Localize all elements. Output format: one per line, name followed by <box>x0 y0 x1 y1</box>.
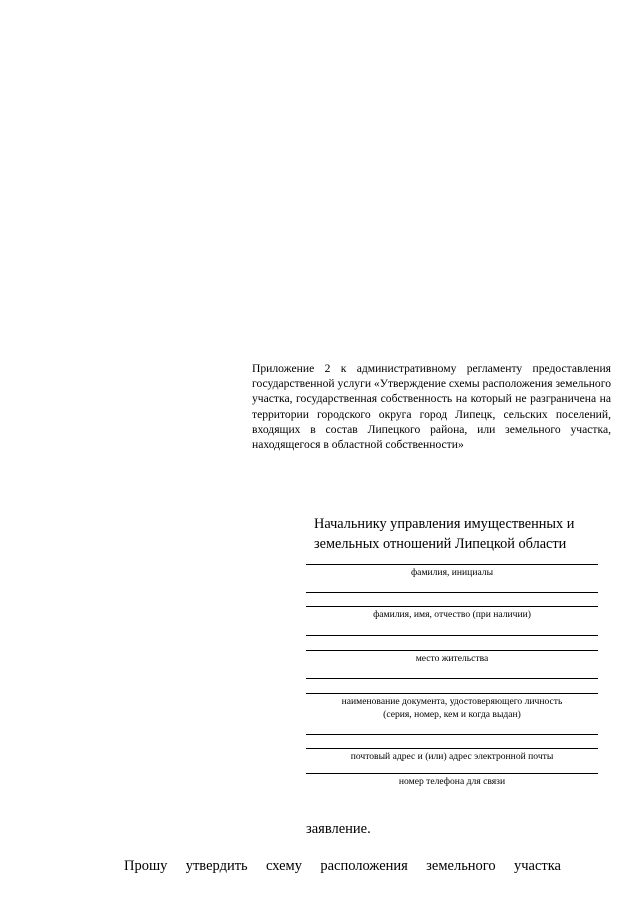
field-caption-identity-document: наименование документа, удостоверяющего личность <box>341 696 563 707</box>
field-line-identity-document[interactable] <box>306 693 598 694</box>
addressee-heading: Начальнику управления имущественных и земельных отношений Липецкой области <box>314 516 575 552</box>
statement-body: Прошу утвердить схему расположения земельного участка <box>124 858 561 874</box>
field-caption-postal-email: почтовый адрес и (или) адрес электронной почты <box>350 751 554 762</box>
appendix-note: Приложение 2 к административному регламенту предоставления государственной услуги «Утверждение схемы расположения земельного участка, государственная собственность на который не разграничена на территории городского округа город Липецк, сельских поселений, входящих в состав Липецкого района, или земельного участка, находящегося в областной собственности» <box>252 362 611 452</box>
field-line-extra-2[interactable] <box>306 635 598 636</box>
field-caption-phone: номер телефона для связи <box>398 776 506 787</box>
field-line-extra-4[interactable] <box>306 734 598 735</box>
field-line-residence[interactable] <box>306 650 598 651</box>
statement-title: заявление. <box>306 821 371 837</box>
field-caption-full-name: фамилия, имя, отчество (при наличии) <box>373 609 531 620</box>
field-line-phone[interactable] <box>306 773 598 774</box>
field-caption-identity-document-details: (серия, номер, кем и когда выдан) <box>383 709 521 720</box>
field-line-postal-email[interactable] <box>306 748 598 749</box>
field-caption-surname-initials: фамилия, инициалы <box>410 567 494 578</box>
field-line-surname-initials[interactable] <box>306 564 598 565</box>
field-caption-residence: место жительства <box>415 653 489 664</box>
field-line-full-name[interactable] <box>306 606 598 607</box>
field-line-extra-3[interactable] <box>306 678 598 679</box>
field-line-extra-1[interactable] <box>306 592 598 593</box>
